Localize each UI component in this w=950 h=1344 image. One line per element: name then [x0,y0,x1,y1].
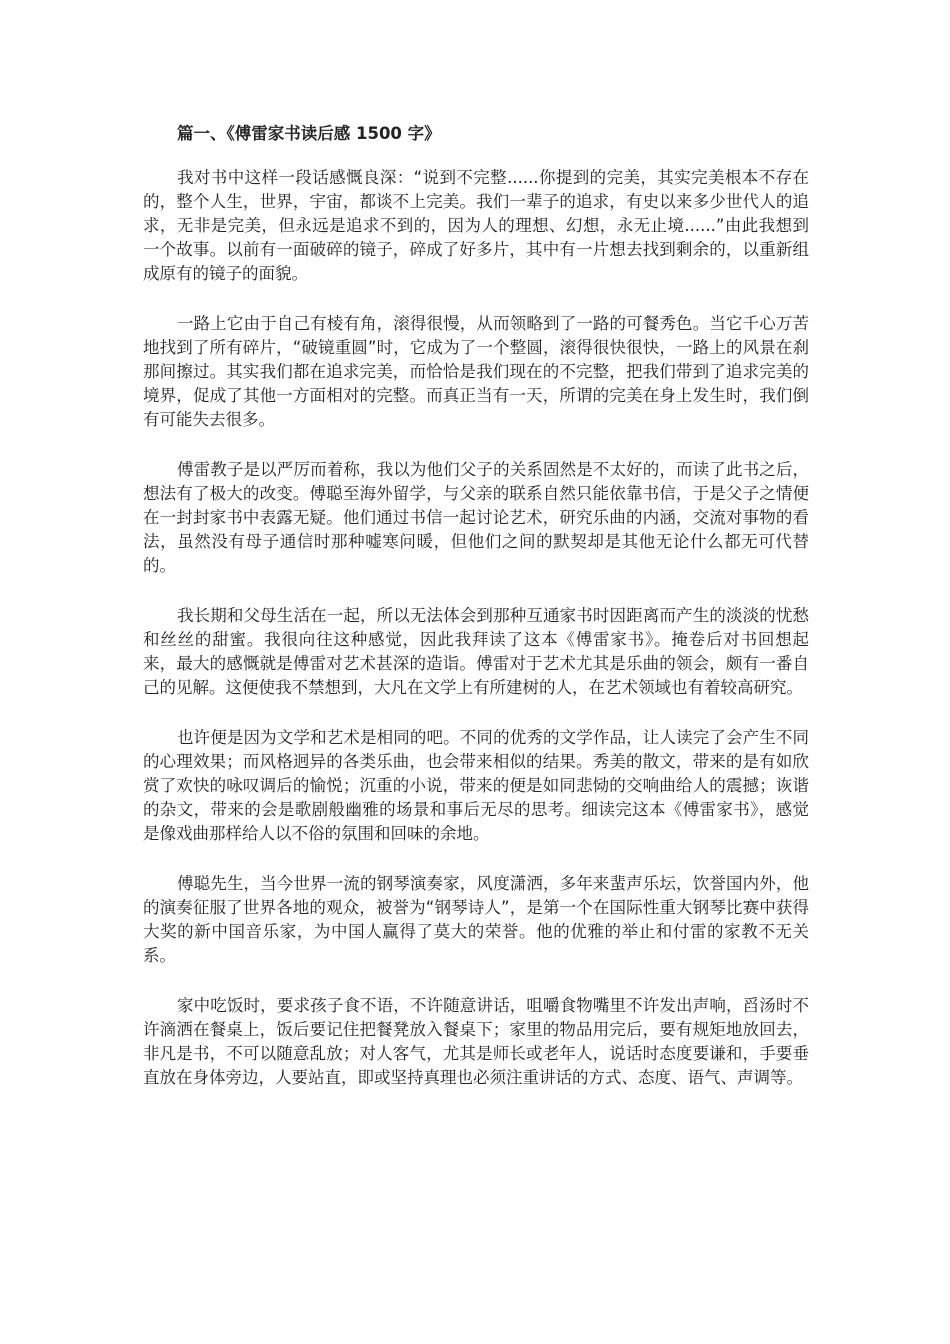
document-title: 篇一、《傅雷家书读后感 1500 字》 [177,124,441,143]
paragraph-1: 我对书中这样一段话感慨良深：“说到不完整......你提到的完美，其实完美根本不存在的，整个人生，世界，宇宙，都谈不上完美。我们一辈子的追求，有史以来多少世代人的追求，无非是完美，但永远是追求不到的，因为人的理想、幻想，永无止境......”由此我想到一个故事。以前有一面破碎的镜子，碎成了好多片，其中有一片想去找到剩余的，以重新组成原有的镜子的面貌。 [143,168,809,283]
paragraph-5: 也许便是因为文学和艺术是相同的吧。不同的优秀的文学作品，让人读完了会产生不同的心理效果；而风格迥异的各类乐曲，也会带来相似的结果。秀美的散文，带来的是有如欣赏了欢快的咏叹调后的愉悦；沉重的小说，带来的便是如同悲恸的交响曲给人的震撼；诙谐的杂文，带来的会是歌剧般幽雅的场景和事后无尽的思考。细读完这本《傅雷家书》，感觉是像戏曲那样给人以不俗的氛围和回味的余地。 [143,728,809,843]
paragraph-7: 家中吃饭时，要求孩子食不语，不许随意讲话，咀嚼食物嘴里不许发出声响，舀汤时不许滴洒在餐桌上，饭后要记住把餐凳放入餐桌下；家里的物品用完后，要有规矩地放回去，非凡是书，不可以随意乱放；对人客气，尤其是师长或老年人，说话时态度要谦和，手要垂直放在身体旁边，人要站直，即或坚持真理也必须注重讲话的方式、态度、语气、声调等。 [143,996,809,1087]
paragraph-4: 我长期和父母生活在一起，所以无法体会到那种互通家书时因距离而产生的淡淡的忧愁和丝丝的甜蜜。我很向往这种感觉，因此我拜读了这本《傅雷家书》。掩卷后对书回想起来，最大的感慨就是傅雷对艺术甚深的造诣。傅雷对于艺术尤其是乐曲的领会，颇有一番自己的见解。这便使我不禁想到，大凡在文学上有所建树的人，在艺术领域也有着较高研究。 [143,606,809,697]
paragraph-2: 一路上它由于自己有棱有角，滚得很慢，从而领略到了一路的可餐秀色。当它千心万苦地找到了所有碎片，“破镜重圆”时，它成为了一个整圆，滚得很快很快，一路上的风景在刹那间擦过。其实我们都在追求完美，而恰恰是我们现在的不完整，把我们带到了追求完美的境界，促成了其他一方面相对的完整。而真正当有一天，所谓的完美在身上发生时，我们倒有可能失去很多。 [143,314,809,429]
document-page [143,122,809,1090]
paragraph-6: 傅聪先生，当今世界一流的钢琴演奏家，风度潇洒，多年来蜚声乐坛，饮誉国内外，他的演奏征服了世界各地的观众，被誉为“钢琴诗人”，是第一个在国际性重大钢琴比赛中获得大奖的新中国音乐家，为中国人赢得了莫大的荣誉。他的优雅的举止和付雷的家教不无关系。 [143,874,809,965]
paragraph-3: 傅雷教子是以严厉而着称，我以为他们父子的关系固然是不太好的，而读了此书之后，想法有了极大的改变。傅聪至海外留学，与父亲的联系自然只能依靠书信，于是父子之情便在一封封家书中表露无疑。他们通过书信一起讨论艺术，研究乐曲的内涵，交流对事物的看法，虽然没有母子通信时那种嘘寒问暖，但他们之间的默契却是其他无论什么都无可代替的。 [143,460,809,575]
